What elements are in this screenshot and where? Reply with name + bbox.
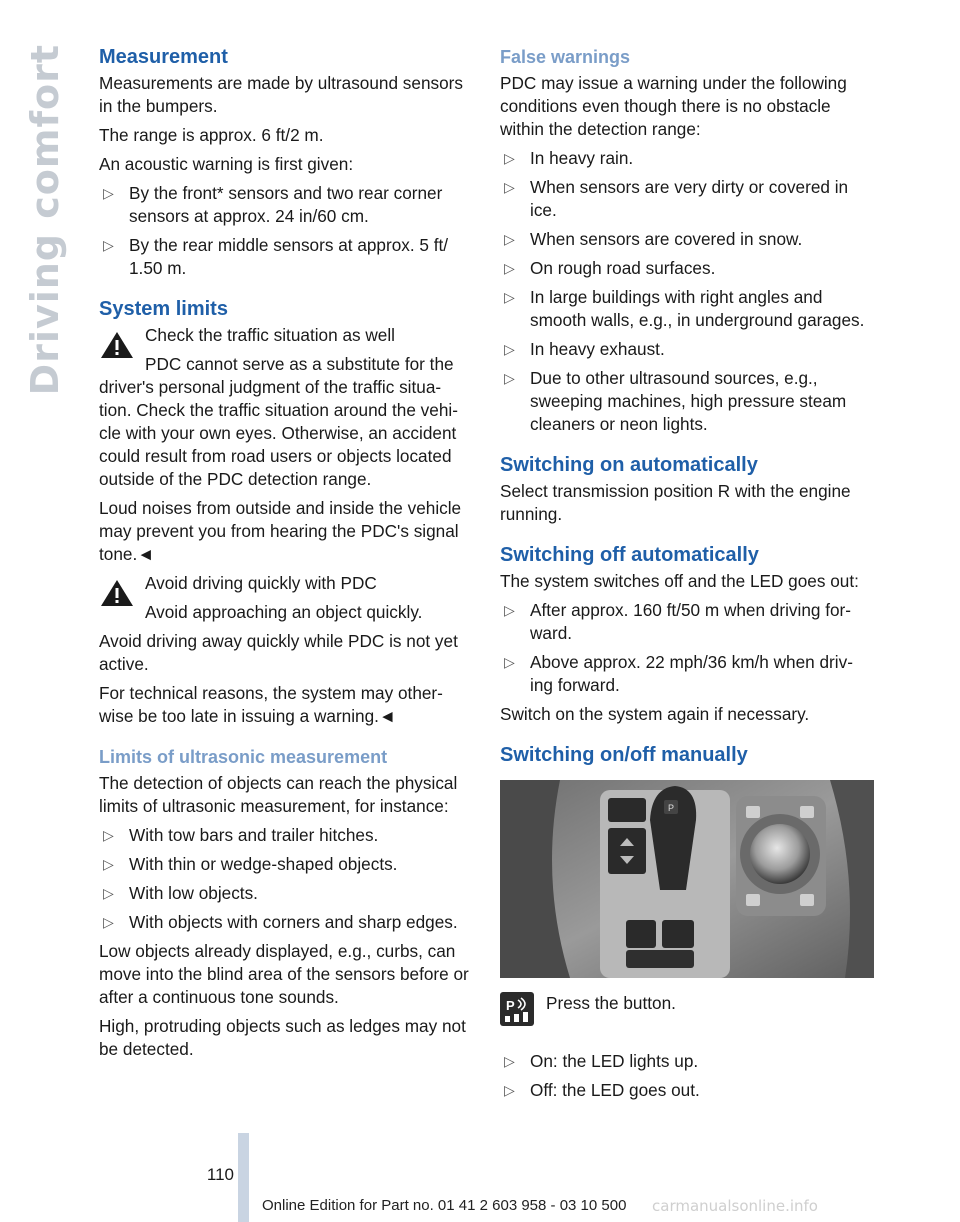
triangle-bullet-icon: ▷ bbox=[504, 289, 515, 305]
footer-edition: Online Edition for Part no. 01 41 2 603 958 - 03 10 500 bbox=[262, 1197, 627, 1214]
paragraph: Loud noises from outside and inside the vehicle may prevent you from hearing the PDC's signal tone.◄ bbox=[99, 498, 462, 564]
section-switch-on-auto bbox=[500, 452, 874, 526]
pdc-button-icon bbox=[500, 992, 534, 1026]
page-number: 110 bbox=[206, 1165, 234, 1184]
heading-switch-manual: Switching on/off manually bbox=[500, 744, 748, 766]
warning-text: PDC cannot serve as a substitute for the driver's personal judgment of the traffic situa-tion. Check the traffic situation around the vehi-cle with your own eyes. Otherwise, an accident could result from road users or objects located outside of the PDC detection range. bbox=[99, 354, 458, 489]
list-item: ▷ In heavy rain. bbox=[504, 148, 634, 168]
triangle-bullet-icon: ▷ bbox=[504, 341, 515, 357]
bullet-list bbox=[99, 182, 473, 280]
list-item: ▷ After approx. 160 ft/50 m when driving for-ward. bbox=[504, 600, 851, 643]
triangle-bullet-icon: ▷ bbox=[103, 185, 114, 201]
triangle-bullet-icon: ▷ bbox=[504, 231, 515, 247]
section-switch-off-auto bbox=[500, 542, 874, 726]
paragraph: For technical reasons, the system may other-wise be too late in issuing a warning.◄ bbox=[99, 683, 443, 726]
warning-triangle-icon bbox=[99, 330, 135, 360]
instruction-text: Press the button. bbox=[546, 993, 676, 1013]
list-item: ▷ On rough road surfaces. bbox=[504, 258, 716, 278]
paragraph: The system switches off and the LED goes out: bbox=[500, 571, 859, 591]
bullet-list bbox=[500, 599, 874, 697]
list-item: ▷ With tow bars and trailer hitches. bbox=[103, 825, 379, 845]
paragraph: An acoustic warning is first given: bbox=[99, 154, 354, 174]
triangle-bullet-icon: ▷ bbox=[103, 885, 114, 901]
list-item: ▷ By the rear middle sensors at approx. 5 ft/ 1.50 m. bbox=[103, 235, 449, 278]
section-system-limits bbox=[99, 296, 473, 728]
triangle-bullet-icon: ▷ bbox=[504, 602, 515, 618]
list-item: ▷ When sensors are covered in snow. bbox=[504, 229, 803, 249]
paragraph: Avoid driving away quickly while PDC is not yet active. bbox=[99, 631, 458, 674]
list-item: ▷ Above approx. 22 mph/36 km/h when driv-ing forward. bbox=[504, 652, 853, 695]
triangle-bullet-icon: ▷ bbox=[504, 260, 515, 276]
warning-block bbox=[99, 324, 473, 347]
section-false-warnings bbox=[500, 44, 874, 436]
left-column bbox=[99, 44, 473, 1067]
warning-triangle-icon bbox=[99, 578, 135, 608]
paragraph: Select transmission position R with the engine running. bbox=[500, 481, 851, 524]
center-console-photo bbox=[500, 780, 874, 978]
list-item: ▷ When sensors are very dirty or covered in ice. bbox=[504, 177, 849, 220]
triangle-bullet-icon: ▷ bbox=[504, 370, 515, 386]
paragraph: The range is approx. 6 ft/2 m. bbox=[99, 125, 324, 145]
chapter-side-title: Driving comfort bbox=[23, 44, 67, 396]
paragraph: Low objects already displayed, e.g., curbs, can move into the blind area of the sensors before or after a continuous tone sounds. bbox=[99, 941, 469, 1007]
warning-block bbox=[99, 572, 473, 624]
bullet-list bbox=[99, 824, 473, 934]
heading-measurement: Measurement bbox=[99, 46, 228, 68]
section-switch-manual bbox=[500, 742, 874, 1102]
triangle-bullet-icon: ▷ bbox=[504, 654, 515, 670]
pdc-instruction bbox=[500, 992, 874, 1032]
heading-system-limits: System limits bbox=[99, 298, 228, 320]
paragraph: Measurements are made by ultrasound sensors in the bumpers. bbox=[99, 73, 463, 116]
svg-text:P: P bbox=[667, 803, 675, 813]
list-item: ▷ With objects with corners and sharp edges. bbox=[103, 912, 458, 932]
warning-title: Check the traffic situation as well bbox=[145, 325, 395, 345]
paragraph: The detection of objects can reach the physical limits of ultrasonic measurement, for instance: bbox=[99, 773, 458, 816]
triangle-bullet-icon: ▷ bbox=[504, 150, 515, 166]
svg-text:P: P bbox=[506, 998, 515, 1013]
bullet-list bbox=[500, 147, 874, 436]
section-limits-ultrasonic bbox=[99, 744, 473, 1061]
triangle-bullet-icon: ▷ bbox=[103, 827, 114, 843]
section-measurement bbox=[99, 44, 473, 280]
triangle-bullet-icon: ▷ bbox=[504, 1053, 515, 1069]
list-item: ▷ In large buildings with right angles and smooth walls, e.g., in underground garages. bbox=[504, 287, 865, 330]
triangle-bullet-icon: ▷ bbox=[504, 1082, 515, 1098]
list-item: ▷ By the front* sensors and two rear corner sensors at approx. 24 in/60 cm. bbox=[103, 183, 443, 226]
triangle-bullet-icon: ▷ bbox=[103, 237, 114, 253]
watermark: carmanualsonline.info bbox=[652, 1197, 818, 1215]
heading-limits-ultrasonic: Limits of ultrasonic measurement bbox=[99, 747, 388, 767]
heading-switch-on-auto: Switching on automatically bbox=[500, 454, 758, 476]
paragraph: Switch on the system again if necessary. bbox=[500, 704, 810, 724]
paragraph: PDC may issue a warning under the following conditions even though there is no obstacle within the detection range: bbox=[500, 73, 847, 139]
triangle-bullet-icon: ▷ bbox=[504, 179, 515, 195]
list-item: ▷ On: the LED lights up. bbox=[504, 1051, 699, 1071]
warning-title: Avoid driving quickly with PDC bbox=[145, 573, 377, 593]
right-column bbox=[500, 44, 874, 1108]
heading-false-warnings: False warnings bbox=[500, 47, 631, 67]
paragraph: High, protruding objects such as ledges may not be detected. bbox=[99, 1016, 466, 1059]
list-item: ▷ In heavy exhaust. bbox=[504, 339, 665, 359]
heading-switch-off-auto: Switching off automatically bbox=[500, 544, 759, 566]
triangle-bullet-icon: ▷ bbox=[103, 856, 114, 872]
list-item: ▷ With low objects. bbox=[103, 883, 258, 903]
list-item: ▷ Due to other ultrasound sources, e.g., sweeping machines, high pressure steam cleaners or neon lights. bbox=[504, 368, 847, 434]
list-item: ▷ Off: the LED goes out. bbox=[504, 1080, 700, 1100]
bullet-list bbox=[500, 1050, 874, 1102]
triangle-bullet-icon: ▷ bbox=[103, 914, 114, 930]
list-item: ▷ With thin or wedge-shaped objects. bbox=[103, 854, 398, 874]
warning-text: Avoid approaching an object quickly. bbox=[145, 602, 423, 622]
footer-bar bbox=[238, 1133, 249, 1222]
